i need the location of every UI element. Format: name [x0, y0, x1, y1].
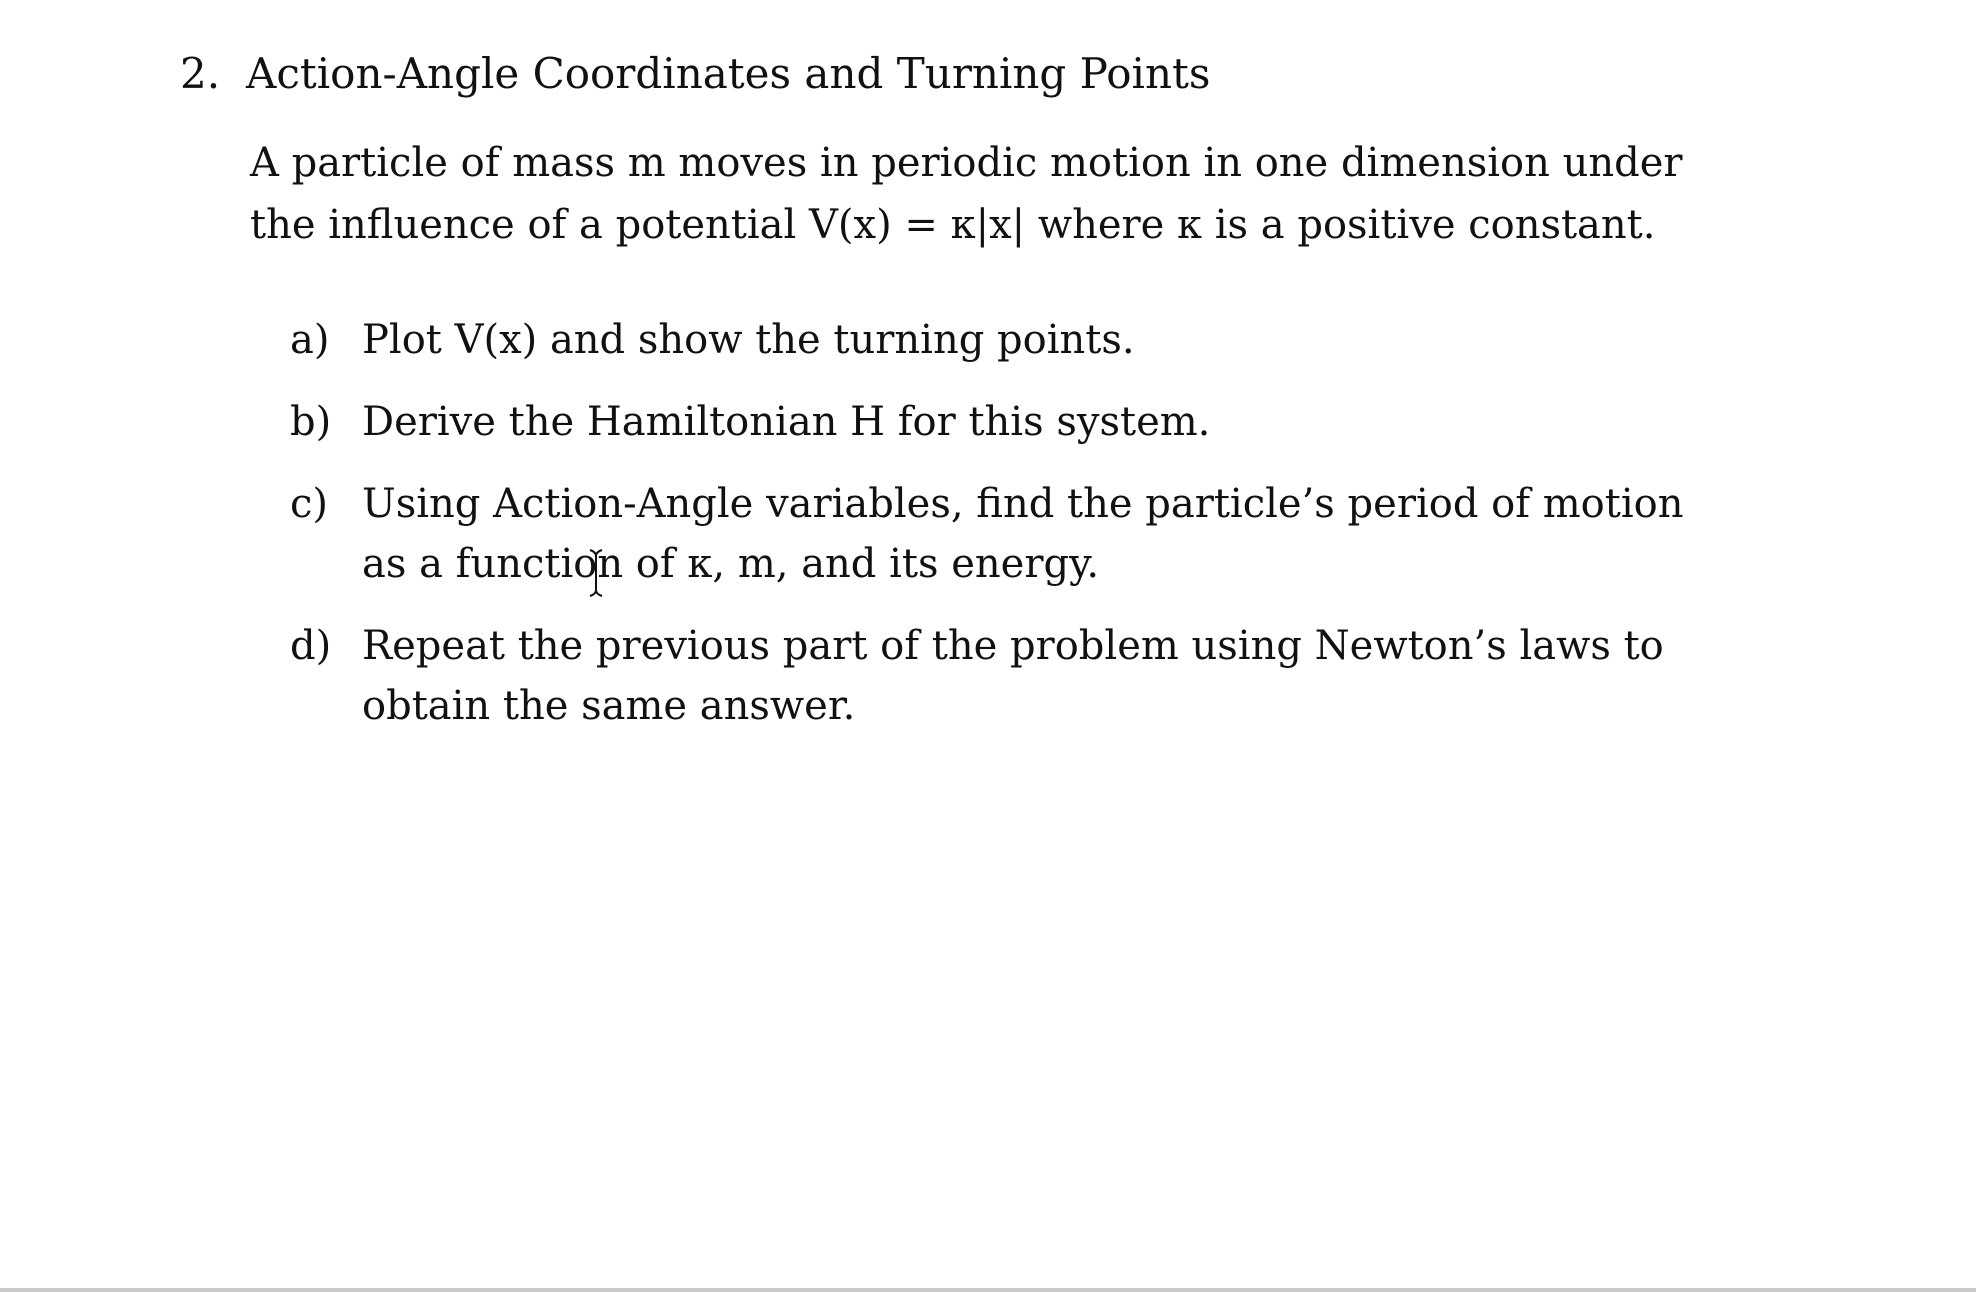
- text-cursor-icon: [588, 548, 604, 598]
- part-line: as a function of κ, m, and its energy.: [362, 541, 1100, 587]
- part-line: Using Action-Angle variables, find the particle’s period of motion: [362, 481, 1684, 527]
- part-b: [290, 392, 1790, 452]
- part-d: [290, 616, 1790, 736]
- part-label: b): [290, 399, 332, 445]
- part-text: [362, 474, 1790, 594]
- page-bottom-border: [0, 1288, 1976, 1292]
- problem-heading: [180, 44, 1210, 104]
- part-text: [362, 392, 1790, 452]
- part-text: [362, 616, 1790, 736]
- part-text: [362, 310, 1790, 370]
- intro-line: A particle of mass m moves in periodic motion in one dimension under: [250, 140, 1683, 186]
- problem-intro: [250, 132, 1790, 256]
- part-c: [290, 474, 1790, 594]
- part-label: a): [290, 317, 330, 363]
- part-label: c): [290, 481, 329, 527]
- part-line: Repeat the previous part of the problem using Newton’s laws to: [362, 623, 1664, 669]
- part-line: obtain the same answer.: [362, 683, 856, 729]
- part-label: d): [290, 623, 332, 669]
- part-line: Derive the Hamiltonian H for this system.: [362, 399, 1211, 445]
- intro-line: the influence of a potential V(x) = κ|x| where κ is a positive constant.: [250, 202, 1656, 248]
- problem-title: Action-Angle Coordinates and Turning Points: [246, 49, 1211, 98]
- part-a: [290, 310, 1790, 370]
- problem-number: 2.: [180, 49, 221, 98]
- part-line: Plot V(x) and show the turning points.: [362, 317, 1135, 363]
- problem-parts: [290, 310, 1790, 736]
